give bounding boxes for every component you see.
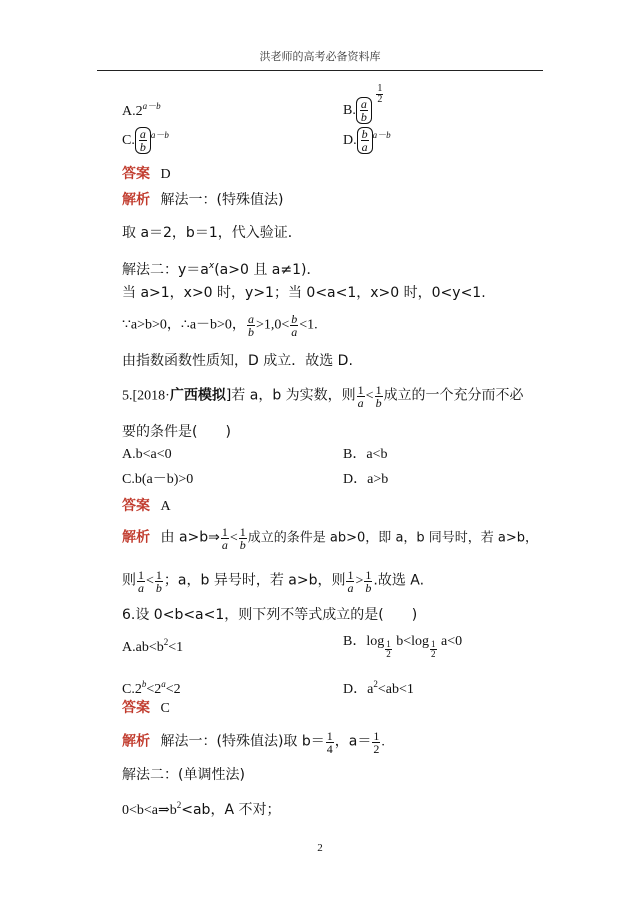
answer-label: 答案 xyxy=(122,700,150,716)
q6-option-d: D．$a^2<ab<1$ xyxy=(343,679,414,697)
q4-answer: 答案 D xyxy=(122,166,171,182)
answer-label: 答案 xyxy=(122,166,150,182)
q6-analysis: 解析 解法一：(特殊值法)取 b＝ $\frac{1}{4}$ ，a＝ $\frac{1}{2}$ . xyxy=(122,729,385,756)
q4-method2: 解法二：$y=a^x(a>0$ 且 a≠1)． xyxy=(122,261,321,278)
q4-substitution: 取 a＝2，b＝1，代入验证． xyxy=(122,225,302,241)
q6-stem: 6.设 0<b<a<1，则下列不等式成立的是( ) xyxy=(122,607,418,623)
q4-because-line: ∵a>b>0，∴a－b>0， $\frac{a}{b}$ >1,0< $\frac{b}{a}$ <1. xyxy=(122,312,318,339)
q4-option-b: B. $\frac{a}{b}$ $\frac{1}{2}$ xyxy=(343,83,383,125)
q6-option-a: $A.ab<b^2<1$ xyxy=(122,637,184,655)
page-header: 洪老师的高考必备资料库 xyxy=(259,50,381,63)
page-number: 2 xyxy=(317,842,323,854)
analysis-label: 解析 xyxy=(122,529,150,546)
q5-analysis: 解析 由 a>b⇒ $\frac{1}{a}$ < $\frac{1}{b}$ 成立的条件是 ab>0，即 a，b 同号时，若 a>b， xyxy=(122,525,539,552)
q5-analysis-line2: 则 $\frac{1}{a}$ < $\frac{1}{b}$ ；a，b 异号时，若 a>b，则 $\frac{1}{a}$ > $\frac{1}{b}$ .故选 A. xyxy=(122,568,425,595)
answer-label: 答案 xyxy=(122,498,150,514)
q6-last-line: $0<b<a\Rightarrow b^2<ab$，A 不对； xyxy=(122,800,281,818)
q6-option-c: $C.2^b<2^a<2$ xyxy=(122,679,181,697)
q5-stem-line2: 要的条件是( ) xyxy=(122,424,231,440)
analysis-label: 解析 xyxy=(122,192,150,208)
header-rule xyxy=(97,70,543,71)
q6-answer: 答案 C xyxy=(122,700,170,716)
q4-option-c: C. $\frac{a}{b}$ $^{a-b}$ xyxy=(122,127,169,155)
q6-method2: 解法二：(单调性法) xyxy=(122,767,245,783)
q4-case-line: 当 a>1，x>0 时，y>1；当 0<a<1，x>0 时，0<y<1. xyxy=(122,285,486,301)
q5-answer: 答案 A xyxy=(122,498,171,514)
q4-analysis: 解析 解法一：(特殊值法) xyxy=(122,192,284,208)
q6-option-b: B．log $\frac{1}{2}$ b<log $\frac{1}{2}$ a<0 xyxy=(343,634,463,659)
q5-stem: 5.[2018·广西模拟]若 a，b 为实数，则 $\frac{1}{a}$ < $\frac{1}{b}$ 成立的一个充分而不必 xyxy=(122,383,524,410)
q4-option-d: D. $\frac{b}{a}$ $^{a-b}$ xyxy=(343,127,391,155)
q5-option-d: D．a>b xyxy=(343,472,389,487)
q4-conclusion: 由指数函数性质知，D 成立．故选 D. xyxy=(122,353,353,369)
q5-option-b: B．a<b xyxy=(343,447,388,462)
analysis-label: 解析 xyxy=(122,733,150,750)
q5-option-c: C.b(a－b)>0 xyxy=(122,472,194,487)
q5-option-a: A.b<a<0 xyxy=(122,447,172,462)
q4-option-a: $A.2^{a-b}$ xyxy=(122,101,161,119)
